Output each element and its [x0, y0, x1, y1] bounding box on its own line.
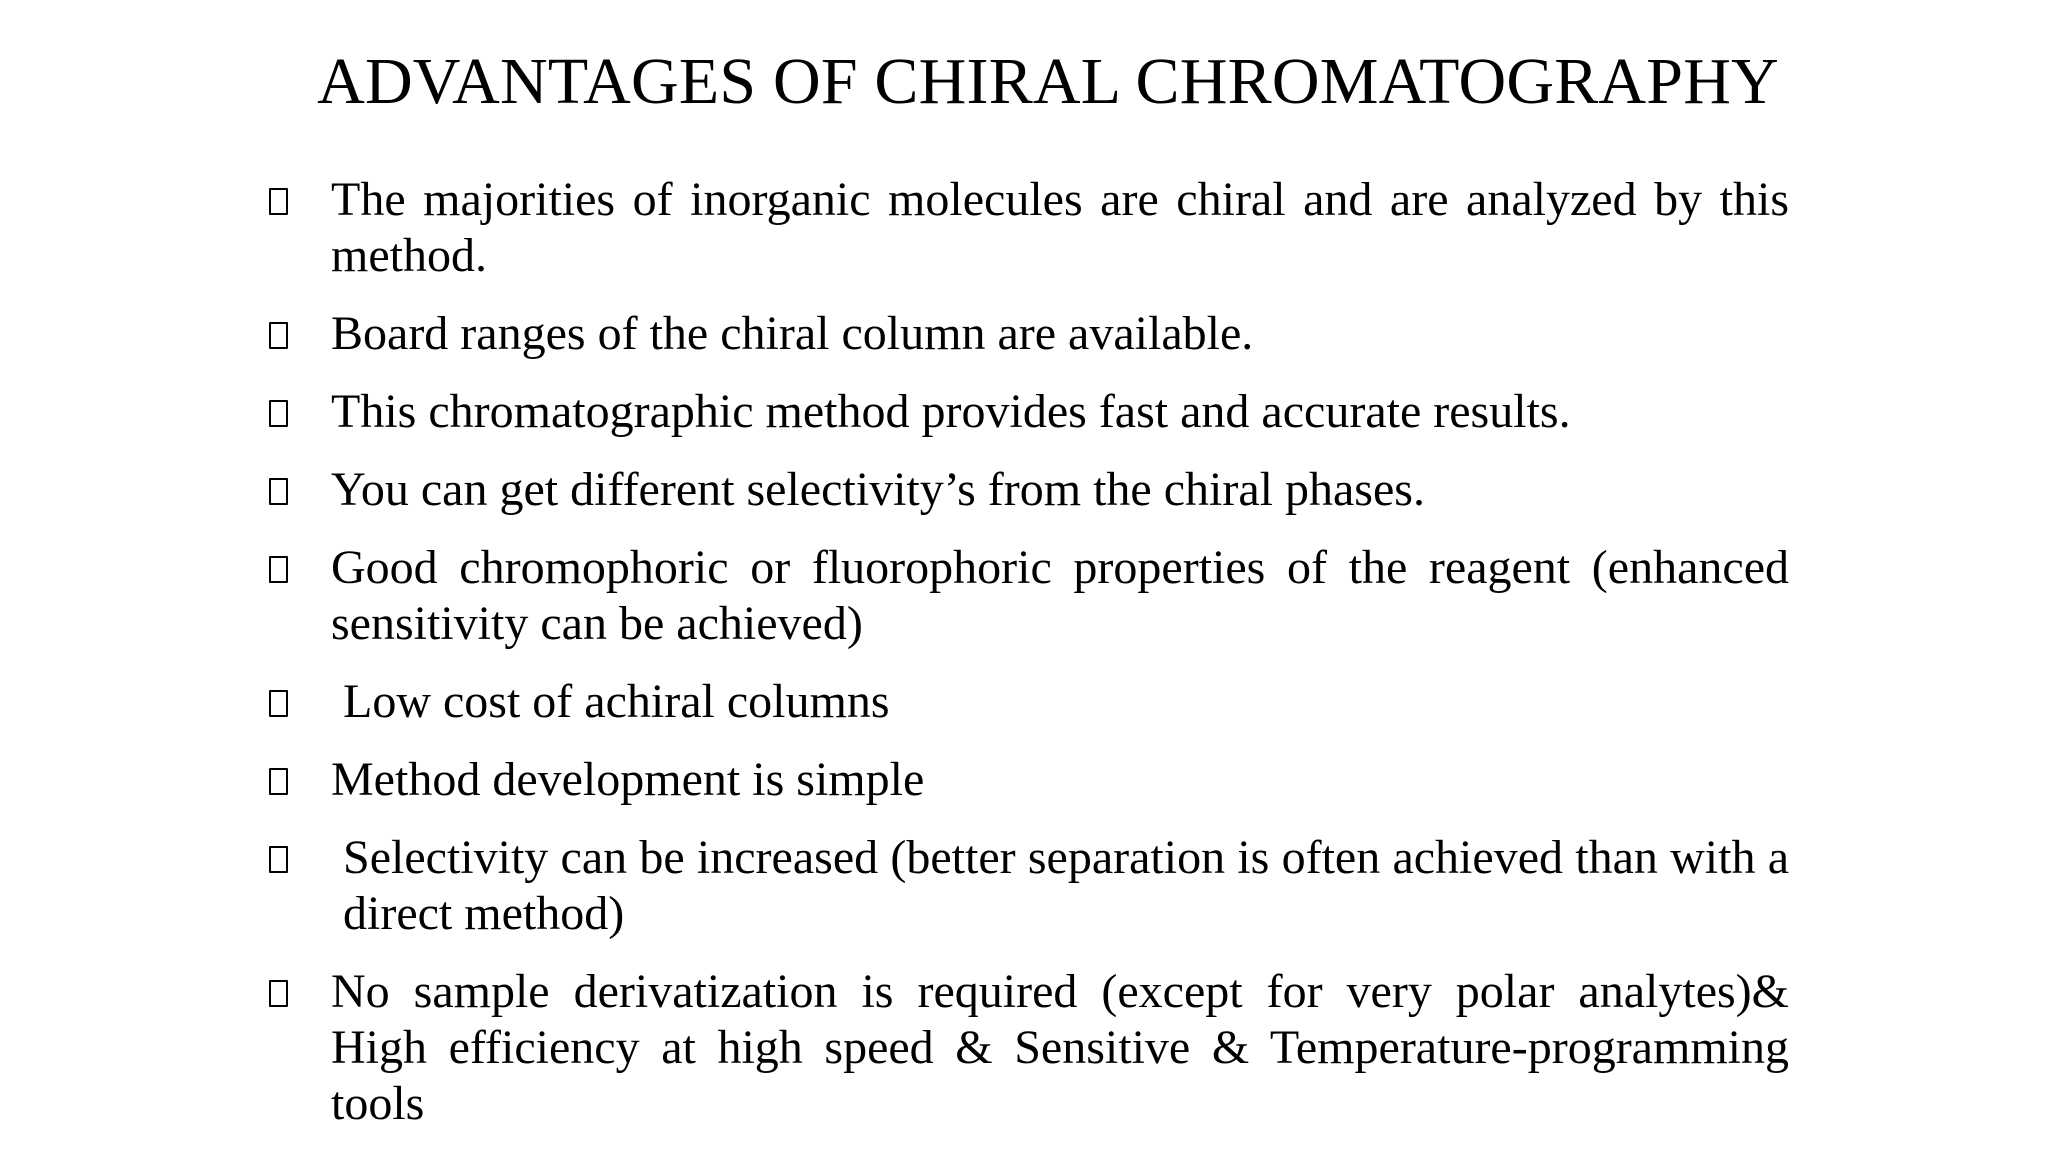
bullet-list	[269, 172, 1789, 1154]
bullet-item	[269, 540, 1789, 652]
bullet-text: Method development is simple	[331, 753, 925, 806]
bullet-text: Board ranges of the chiral column are available.	[331, 307, 1254, 360]
bullet-text: The majorities of inorganic molecules are chiral and are analyzed by this method.	[331, 173, 1789, 282]
bullet-box-icon	[269, 690, 288, 717]
bullet-text: Low cost of achiral columns	[343, 675, 890, 728]
bullet-text: No sample derivatization is required (except for very polar analytes)& High efficiency at high speed & Sensitive & Temperature-programming tools	[331, 965, 1789, 1130]
bullet-item	[269, 384, 1789, 440]
bullet-text: Selectivity can be increased (better separation is often achieved than with a direct method)	[343, 831, 1789, 940]
bullet-box-icon	[269, 188, 288, 215]
bullet-item	[269, 172, 1789, 284]
bullet-box-icon	[269, 980, 288, 1007]
bullet-box-icon	[269, 478, 288, 505]
bullet-item	[269, 964, 1789, 1132]
bullet-item	[269, 830, 1789, 942]
bullet-item	[269, 674, 1789, 730]
bullet-box-icon	[269, 400, 288, 427]
bullet-item	[269, 306, 1789, 362]
bullet-item	[269, 752, 1789, 808]
bullet-text: You can get different selectivity’s from the chiral phases.	[331, 463, 1425, 516]
slide-title: ADVANTAGES OF CHIRAL CHROMATOGRAPHY	[317, 45, 1779, 118]
bullet-box-icon	[269, 322, 288, 349]
bullet-text: This chromatographic method provides fast and accurate results.	[331, 385, 1571, 438]
bullet-text: Good chromophoric or fluorophoric properties of the reagent (enhanced sensitivity can be achieved)	[331, 541, 1789, 650]
bullet-box-icon	[269, 768, 288, 795]
bullet-box-icon	[269, 556, 288, 583]
bullet-box-icon	[269, 846, 288, 873]
bullet-item	[269, 462, 1789, 518]
